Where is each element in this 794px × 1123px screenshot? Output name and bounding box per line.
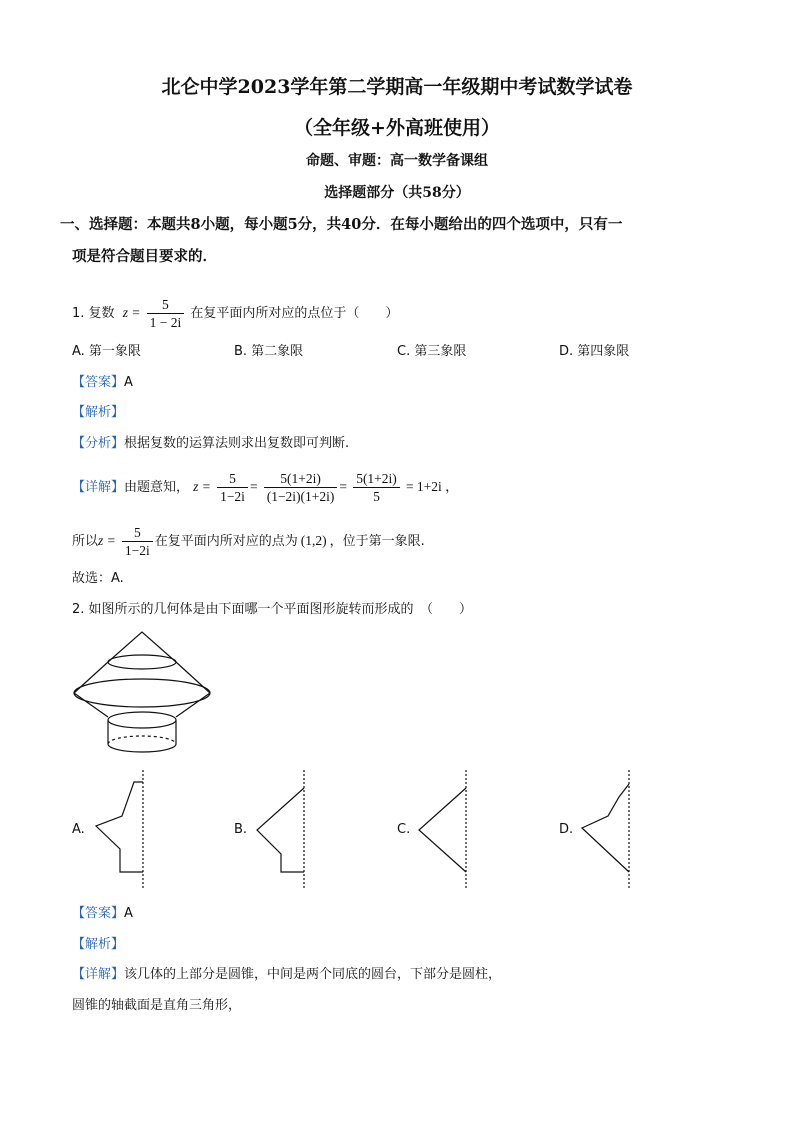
q1-frac-num: 5 [147,296,185,314]
fenxi-tag: 【分析】 [72,436,125,451]
detail-frac-1-den: 1−2i [220,489,245,504]
q2-answer-tag: 【答案】 [72,906,125,921]
detail-frac-3-den: 5 [373,489,380,504]
so-mid: 在复平面内所对应的点为 [154,534,298,549]
solid-figure [70,630,220,760]
so-point: (1,2) [300,533,327,548]
authors-line: 命题、审题：高一数学备课组 [306,153,488,169]
detail-frac-1-num: 5 [217,470,248,488]
q1-frac-den: 1 − 2i [149,315,182,330]
so-z: z = [98,533,116,548]
q1-choose: 故选：A. [72,571,124,586]
fenxi-text: 根据复数的运算法则求出复数即可判断. [124,436,350,451]
exam-subtitle: （全年级+外高班使用） [294,117,500,139]
q2-detail-text1: 该几体的上部分是圆锥，中间是两个同底的圆台，下部分是圆柱， [124,967,502,982]
q2-option-d-figure [578,770,638,890]
q2-detail-tag: 【详解】 [72,967,125,982]
detail-pre: 由题意知， [124,480,190,495]
section-heading-line2: 项是符合题目要求的． [72,248,217,265]
q1-detail: 【详解】由题意知， z = $\frac{5}{1-2i}$ = $\frac{5(1+2i)}{(1-2i)(1+2i)}$ = $\frac{5(1+2i)}{5}$ = 1+2i ， [72,471,459,504]
part-heading: 选择题部分（共58分） [324,185,470,201]
q1-pre: 复数 [88,306,115,321]
q1-option-d: D. 第四象限 [559,344,630,359]
q1-option-b: B. 第二象限 [234,344,304,359]
q2-option-c-figure [414,770,474,890]
q1-z: z = [122,305,141,320]
so-frac-den: 1−2i [124,543,150,558]
q2-detail-line1 [72,963,501,982]
detail-frac-3-num: 5(1+2i) [353,470,400,488]
so-post: ，位于第一象限. [329,534,425,549]
detail-frac-2-num: 5(1+2i) [264,470,338,488]
q1-number: 1. [72,306,85,321]
so-frac-num: 5 [122,524,153,542]
q2-option-a-label: A. [72,822,85,837]
q2-analysis-tag: 【解析】 [72,937,125,952]
q2-option-a-figure [92,770,152,890]
q2-answer-value: A [124,906,133,921]
q2-option-b-figure [252,770,312,890]
exam-title: 北仑中学2023学年第二学期高一年级期中考试数学试卷 [161,76,633,98]
question-1 [72,287,398,340]
q1-fraction [147,296,185,331]
detail-result: = 1+2i ， [405,479,459,494]
q1-post: 在复平面内所对应的点位于（ ） [190,306,399,321]
q2-detail-line2: 圆锥的轴截面是直角三角形， [72,998,242,1013]
q1-answer [72,371,133,390]
detail-z: z = [193,479,211,494]
detail-frac-1 [217,470,248,505]
q1-fenxi [72,432,349,451]
q2-option-c-label: C. [397,822,411,837]
detail-frac-2 [264,470,338,505]
section-heading-line1: 一、选择题：本题共8小题，每小题5分，共40分．在每小题给出的四个选项中，只有一 [60,216,623,233]
answer-value: A [124,375,133,390]
detail-tag: 【详解】 [72,480,125,495]
detail-frac-2-den: (1−2i)(1+2i) [266,489,335,504]
detail-frac-3 [353,470,400,505]
q2-option-b-label: B. [234,822,248,837]
so-fraction [122,524,153,559]
q1-option-c: C. 第三象限 [397,344,467,359]
q1-analysis-tag: 【解析】 [72,405,125,420]
q1-option-a: A. 第一象限 [72,344,141,359]
q1-conclusion [72,517,425,566]
answer-tag: 【答案】 [72,375,125,390]
question-2: 2. 如图所示的几何体是由下面哪一个平面图形旋转而形成的 （ ） [72,602,473,617]
q2-answer [72,902,133,921]
so-pre: 所以 [72,534,99,549]
q2-option-d-label: D. [559,822,574,837]
